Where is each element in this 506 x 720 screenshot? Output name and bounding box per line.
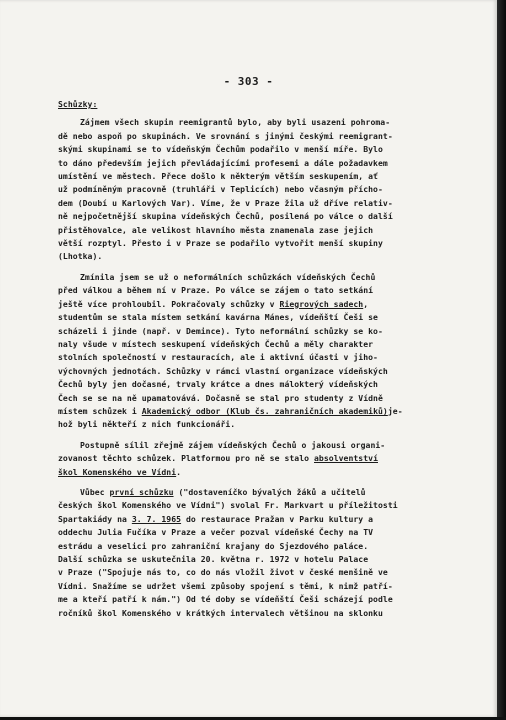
text-line [58,298,462,311]
text-segment: Čechů byly jen dočasné, trvaly krátce a dnes málokterý vídeňských [58,379,378,390]
text-line [58,237,462,250]
paragraphs [58,116,462,620]
text-segment: přistěhovalce, ale velikost hlavního města znamenala zase jejich [58,224,374,235]
underlined-text: první schůzku [109,486,174,497]
text-segment: scházeli i jinde (např. v Demince). Tyto neformální schůzky se ko- [58,325,383,336]
text-segment: Vídni. Snažíme se udržet všemi způsoby spojení s těmi, k nimž patří- [58,580,393,591]
text-line [58,418,462,431]
text-segment: českých škol Komenského ve Vídni") svolal Fr. Markvart u příležitosti [58,500,398,511]
text-line [58,499,462,512]
paragraph [58,116,462,263]
text-segment: Postupně sílil zřejmě zájem vídeňských Čechů o jakousi organi- [80,439,386,450]
text-line [58,210,462,223]
text-segment: Zájmem všech skupin reemigrantů bylo, aby byli usazeni pohroma- [80,117,391,128]
text-line [58,197,462,210]
text-line [58,392,462,405]
text-line [58,311,462,324]
text-line [58,325,462,338]
text-segment: ještě více prohloubil. Pokračovaly schůzky v [58,298,280,309]
underlined-text: škol Komenského ve Vídni [58,466,177,477]
text-line [58,526,462,539]
text-line [58,271,462,284]
text-line [58,170,462,183]
text-line [58,513,462,526]
paragraph [58,271,462,432]
text-line [58,593,462,606]
text-line [58,224,462,237]
text-line [58,130,462,143]
paragraph [58,439,462,479]
text-segment: Spartakiády na [58,513,132,524]
text-segment: estrádu a veselici pro zahraniční krajany do Sjezdového paláce. [58,540,369,551]
text-line [58,580,462,593]
text-line [58,452,462,465]
section-heading: Schůzky: [58,99,98,109]
text-line [58,183,462,196]
text-line [58,607,462,620]
text-segment: stolních společností v restauracích, ale i aktivní účasti v jiho- [58,352,378,363]
text-segment: před válkou a během ní v Praze. Po válce se zájem o tato setkání [58,285,374,296]
paragraph [58,486,462,620]
text-line [58,338,462,351]
text-line [58,116,462,129]
text-segment: dě nebo aspoň po skupinách. Ve srovnání s jinými českými reemigrant- [58,130,393,141]
page-edge-shadow [497,0,506,720]
text-segment: me a kteří patří k nám.") Od té doby se vídeňští Češi scházejí podle [58,594,393,605]
underlined-text: Akademický odbor (Klub čs. zahraničních akademiků) [141,405,388,416]
text-segment: naly všude v místech seskupení vídeňských Čechů a měly charakter [58,338,374,349]
page-number: - 303 - [223,75,274,88]
body-text [58,98,462,627]
text-segment: skými skupinami se to vídeňským Čechům podařilo v menší míře. Bylo [58,144,383,155]
text-line [58,157,462,170]
text-segment: je- [387,405,403,416]
text-segment: ročníků škol Komenského v krátkých intervalech většinou na sklonku [58,607,383,618]
text-line [58,351,462,364]
text-segment: ("dostaveníčko bývalých žáků a učitelů [173,486,366,497]
underlined-text: absolventství [314,453,378,464]
text-segment: , [363,298,369,309]
text-segment: už podmíněným pracovně (truhláři v Teplicích) nebo včasným přícho- [58,184,383,195]
text-segment: v Praze ("Spojuje nás to, co do nás vložil život v české menšině ve [58,567,388,578]
text-segment: Zmínila jsem se už o neformálních schůzkách vídeňských Čechů [80,271,376,282]
text-segment: Další schůzka se uskutečnila 20. května r. 1972 v hotelu Palace [58,554,369,564]
text-segment: to dáno především jejich převládajícími profesemi a dále požadavkem [58,157,388,168]
text-line [58,466,462,479]
text-line [58,365,462,378]
text-line [58,143,462,156]
text-segment: hož byli někteří z nich funkcionáři. [58,419,236,430]
text-segment: Čech se se na ně upamatovává. Dočasně se stal pro studenty z Vídně [58,392,383,403]
text-segment: dem (Doubí u Karlových Var). Víme, že v Praze žila už dříve relativ- [58,197,393,208]
underlined-text: Riegrových sadech [279,298,364,309]
text-segment: místem schůzek i [58,405,142,416]
text-segment: výchovných jednotách. Schůzky v rámci vlastní organizace vídeňských [58,365,388,376]
text-line [58,566,462,579]
text-segment: ně nejpočetnější skupina vídeňských Čechů, posilená po válce o další [58,211,393,222]
text-line [58,486,462,499]
text-segment: (Lhotka). [58,251,103,262]
text-line [58,284,462,297]
text-line [58,540,462,553]
text-line [58,439,462,452]
text-segment: větší rozptyl. Přesto i v Praze se podařilo vytvořit menší skupiny [58,238,383,249]
underlined-text: 3. 7. 1965 [131,513,182,524]
text-segment: . [176,466,182,477]
text-segment: zovanost těchto schůzek. Platformou pro ně se stalo [58,453,314,464]
text-segment: Vůbec [80,486,110,497]
text-segment: umístění ve městech. Přece došlo k některým větším seskupením, ať [58,171,378,182]
text-segment: studentům se stala místem setkání kavárna Mánes, vídeňští Češi se [58,312,378,323]
text-line [58,405,462,418]
text-line [58,250,462,263]
text-line [58,553,462,566]
text-segment: oddechu Julia Fučíka v Praze a večer pozval vídeňské Čechy na TV [58,527,374,538]
text-line [58,378,462,391]
text-segment: do restaurace Pražan v Parku kultury a [181,513,374,524]
